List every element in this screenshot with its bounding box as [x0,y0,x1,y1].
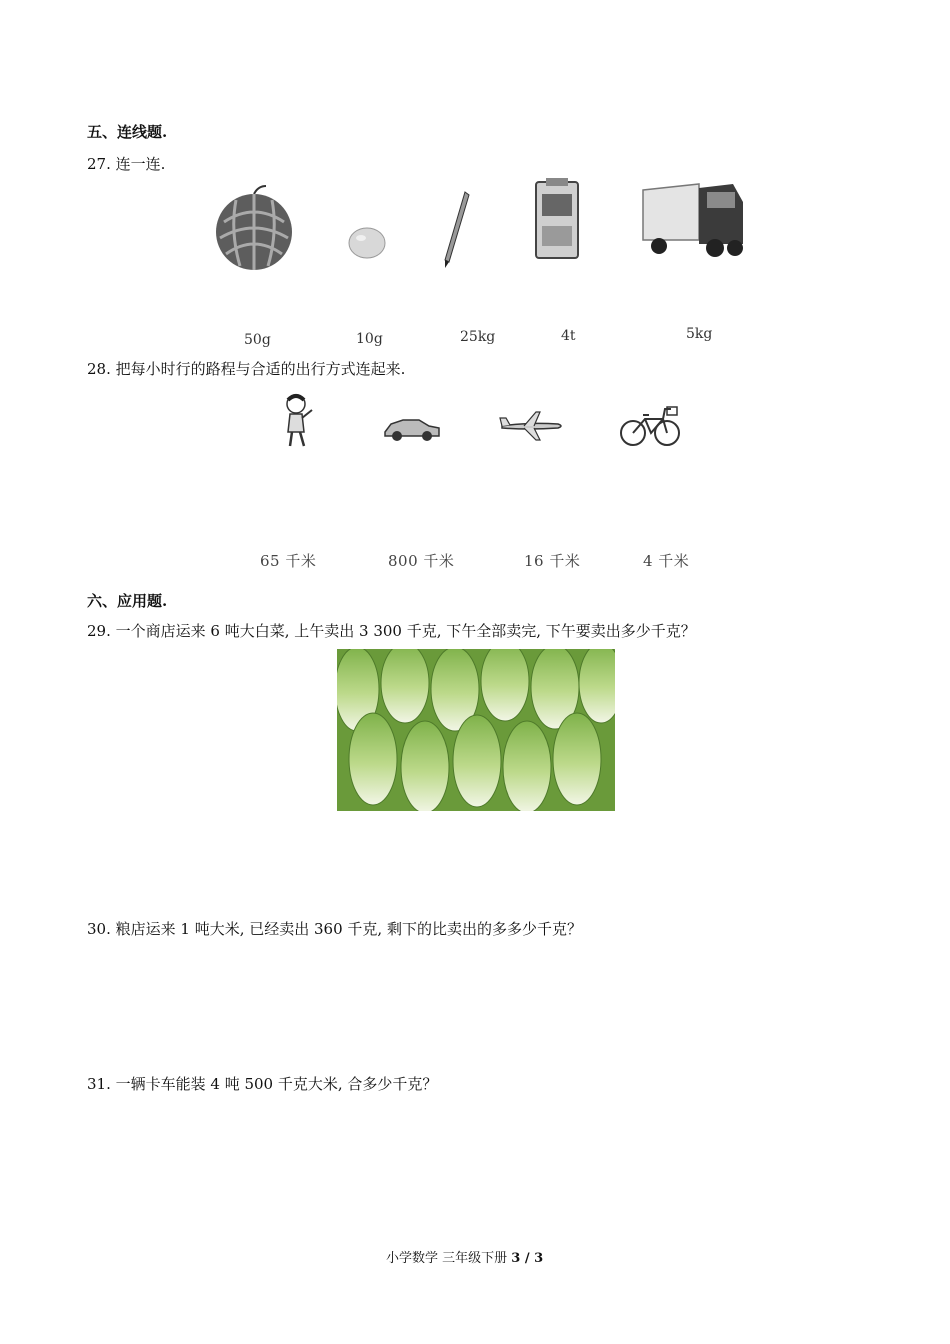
distance-label-2: 800 千米 [388,552,455,570]
question-29: 29. 一个商店运来 6 吨大白菜, 上午卖出 3 300 千克, 下午全部卖完, 下午要卖出多少千克？ [87,622,696,640]
pen-icon [441,190,471,270]
weight-label-4: 4t [561,328,576,344]
walking-child-icon [278,392,318,448]
question-27: 27. 连一连. [87,155,166,173]
section-heading-5: 五、连线题. [87,123,168,141]
question-30: 30. 粮店运来 1 吨大米, 已经卖出 360 千克, 剩下的比卖出的多多少千克？ [87,920,582,938]
page-footer [386,1247,543,1266]
footer-subject: 小学数学 三年级下册 [386,1251,512,1266]
airplane-icon [498,410,564,442]
car-icon [383,414,441,442]
question-28: 28. 把每小时行的路程与合适的出行方式连起来. [87,360,406,378]
weight-label-1: 50g [244,332,271,348]
weight-label-2: 10g [356,331,383,347]
section-heading-6: 六、应用题. [87,592,168,610]
weight-label-3: 25kg [460,329,496,345]
egg-icon [347,225,387,261]
question-31: 31. 一辆卡车能装 4 吨 500 千克大米, 合多少千克？ [87,1075,438,1093]
watermelon-icon [214,182,294,272]
chinese-cabbage-photo [337,649,615,811]
truck-icon [637,180,747,260]
weight-label-5: 5kg [686,326,713,342]
bicycle-icon [619,405,681,447]
distance-label-4: 4 千米 [643,552,690,570]
distance-label-1: 65 千米 [260,552,317,570]
page-number: 3 / 3 [511,1251,544,1266]
distance-label-3: 16 千米 [524,552,581,570]
rice-bag-icon [532,178,582,260]
